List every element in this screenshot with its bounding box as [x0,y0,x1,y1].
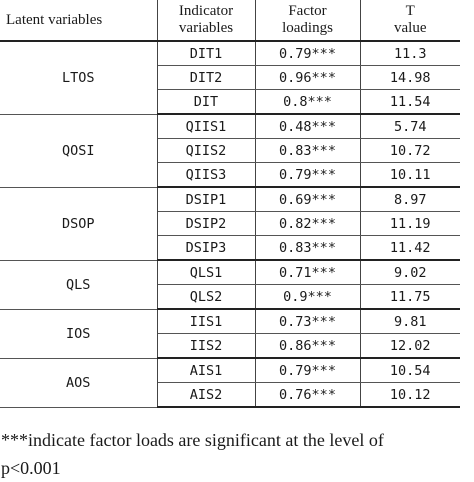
table-row [0,358,460,383]
loading-cell: 0.9*** [255,285,360,310]
latent-variable-cell: QLS [0,260,157,309]
t-value-cell: 12.02 [360,334,460,359]
latent-variable-cell: DSOP [0,187,157,260]
indicator-cell: QIIS2 [157,139,255,163]
header-t-line2: value [394,20,427,36]
note-line-2: p<0.001 [1,458,61,478]
loading-cell: 0.86*** [255,334,360,359]
loading-cell: 0.8*** [255,90,360,115]
indicator-cell: QLS2 [157,285,255,310]
table-body [0,41,460,407]
t-value-cell: 9.02 [360,260,460,285]
indicator-cell: IIS2 [157,334,255,359]
t-value-cell: 8.97 [360,187,460,212]
table-row [0,309,460,334]
loading-cell: 0.96*** [255,66,360,90]
latent-variable-cell: IOS [0,309,157,358]
t-value-cell: 11.75 [360,285,460,310]
indicator-cell: QIIS1 [157,114,255,139]
header-t-line1: T [405,3,415,19]
loading-cell: 0.83*** [255,236,360,261]
loading-cell: 0.71*** [255,260,360,285]
loading-cell: 0.73*** [255,309,360,334]
indicator-cell: AIS2 [157,383,255,408]
indicator-cell: IIS1 [157,309,255,334]
table-header [0,0,460,41]
t-value-cell: 9.81 [360,309,460,334]
table-row [0,187,460,212]
loading-cell: 0.82*** [255,212,360,236]
t-value-cell: 11.42 [360,236,460,261]
header-factor-loadings [255,0,360,41]
t-value-cell: 10.54 [360,358,460,383]
loading-cell: 0.79*** [255,358,360,383]
significance-note [1,426,473,482]
header-latent-variables: Latent variables [0,0,157,41]
t-value-cell: 14.98 [360,66,460,90]
loading-cell: 0.69*** [255,187,360,212]
loading-cell: 0.79*** [255,41,360,66]
loading-cell: 0.83*** [255,139,360,163]
indicator-cell: DSIP2 [157,212,255,236]
loading-cell: 0.48*** [255,114,360,139]
indicator-cell: QLS1 [157,260,255,285]
table-row [0,260,460,285]
header-t-value [360,0,460,41]
latent-variable-cell: AOS [0,358,157,407]
header-indicator-line2: variables [178,20,234,36]
note-line-1: ***indicate factor loads are significant at the level of [1,430,384,450]
indicator-cell: DIT1 [157,41,255,66]
header-loadings-line2: loadings [282,20,333,36]
t-value-cell: 10.11 [360,163,460,188]
t-value-cell: 11.19 [360,212,460,236]
t-value-cell: 10.72 [360,139,460,163]
indicator-cell: AIS1 [157,358,255,383]
t-value-cell: 10.12 [360,383,460,408]
header-indicator-line1: Indicator [178,3,234,19]
indicator-cell: DSIP3 [157,236,255,261]
t-value-cell: 11.3 [360,41,460,66]
loading-cell: 0.79*** [255,163,360,188]
indicator-cell: DSIP1 [157,187,255,212]
indicator-cell: DIT [157,90,255,115]
loading-cell: 0.76*** [255,383,360,408]
table-row [0,114,460,139]
t-value-cell: 5.74 [360,114,460,139]
latent-variable-cell: LTOS [0,41,157,114]
latent-variable-cell: QOSI [0,114,157,187]
t-value-cell: 11.54 [360,90,460,115]
table-row [0,41,460,66]
indicator-cell: QIIS3 [157,163,255,188]
header-indicator-variables [157,0,255,41]
indicator-cell: DIT2 [157,66,255,90]
header-loadings-line1: Factor [288,3,327,19]
